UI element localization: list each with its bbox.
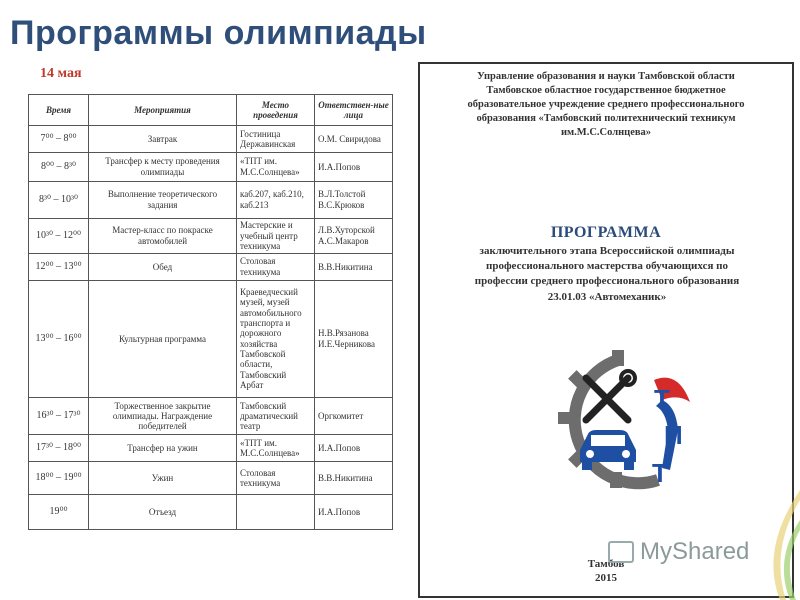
row-resp: И.А.Попов (315, 152, 393, 181)
logo-letter: П (664, 420, 683, 450)
row-place (237, 494, 315, 529)
row-time: 8³⁰ – 10³⁰ (29, 181, 89, 218)
row-resp: В.В.Никитина (315, 461, 393, 494)
row-place: Столовая техникума (237, 253, 315, 280)
org-line: им.М.С.Солнцева» (560, 126, 652, 138)
table-row (29, 494, 393, 529)
row-event: Трансфер на ужин (89, 435, 237, 462)
corner-decoration (750, 490, 800, 600)
car-icon (580, 430, 636, 470)
row-time: 16³⁰ – 17³⁰ (29, 398, 89, 435)
row-place: Мастерские и учебный центр техникума (237, 218, 315, 253)
presentation-icon (608, 541, 634, 563)
row-place: каб.207, каб.210, каб.213 (237, 181, 315, 218)
row-time: 17³⁰ – 18⁰⁰ (29, 435, 89, 462)
row-resp: И.А.Попов (315, 435, 393, 462)
header-resp: Ответствен-ные лица (315, 95, 393, 126)
watermark-text: MyShared (640, 538, 750, 565)
row-place: Столовая техникума (237, 461, 315, 494)
row-resp: О.М. Свиридова (315, 126, 393, 153)
row-time: 13⁰⁰ – 16⁰⁰ (29, 280, 89, 397)
row-event: Выполнение теоретического задания (89, 181, 237, 218)
row-place: «ТПТ им. М.С.Солнцева» (237, 152, 315, 181)
program-cover (418, 62, 794, 598)
row-time: 10³⁰ – 12⁰⁰ (29, 218, 89, 253)
program-title: ПРОГРАММА (550, 224, 662, 241)
row-time: 19⁰⁰ (29, 494, 89, 529)
table-row (29, 181, 393, 218)
desc-line: профессионального мастерства обучающихся по (485, 260, 729, 273)
schedule-date: 14 мая (40, 66, 82, 81)
logo-letter: Т (652, 458, 668, 488)
desc-line: заключительного этапа Всероссийской олимпиады (479, 245, 735, 257)
row-event: Трансфер к месту проведения олимпиады (89, 152, 237, 181)
row-resp: Л.В.Хуторской А.С.Макаров (315, 218, 393, 253)
row-event: Завтрак (89, 126, 237, 153)
table-row (29, 461, 393, 494)
row-event: Обед (89, 253, 237, 280)
row-event: Ужин (89, 461, 237, 494)
schedule-table (28, 94, 393, 530)
header-event: Мероприятия (89, 95, 237, 126)
header-place: Место проведения (237, 95, 315, 126)
row-event: Торжественное закрытие олимпиады. Награждение победителей (89, 398, 237, 435)
org-line: Управление образования и науки Тамбовской области (477, 71, 735, 82)
header-time: Время (29, 95, 89, 126)
row-resp: В.Л.Толстой В.С.Крюков (315, 181, 393, 218)
row-time: 12⁰⁰ – 13⁰⁰ (29, 253, 89, 280)
schedule-header-row (29, 95, 393, 126)
table-row (29, 280, 393, 397)
row-event: Культурная программа (89, 280, 237, 397)
row-place: «ТПТ им. М.С.Солнцева» (237, 435, 315, 462)
row-resp: В.В.Никитина (315, 253, 393, 280)
desc-line: 23.01.03 «Автомеханик» (547, 290, 667, 303)
watermark (608, 538, 749, 566)
row-event: Отъезд (89, 494, 237, 529)
gear-icon (558, 350, 658, 488)
row-place: Гостиница Державинская (237, 126, 315, 153)
organization-header (428, 70, 784, 140)
desc-line: профессии среднего профессионального образования (474, 275, 740, 288)
row-time: 8⁰⁰ – 8³⁰ (29, 152, 89, 181)
table-row (29, 126, 393, 153)
table-row (29, 253, 393, 280)
row-place: Краеведческий музей, музей автомобильного транспорта и дорожного хозяйства Тамбовской области, Тамбовский Арбат (237, 280, 315, 397)
tpt-logo (558, 350, 698, 500)
table-row (29, 398, 393, 435)
table-row (29, 152, 393, 181)
row-place: Тамбовский драматический театр (237, 398, 315, 435)
row-time: 7⁰⁰ – 8⁰⁰ (29, 126, 89, 153)
city: Тамбов (587, 558, 625, 570)
row-event: Мастер-класс по покраске автомобилей (89, 218, 237, 253)
program-description (434, 244, 780, 305)
logo-letter: Т (654, 384, 670, 414)
year: 2015 (595, 571, 617, 584)
row-resp: Н.В.Рязанова И.Е.Черникова (315, 280, 393, 397)
table-row (29, 435, 393, 462)
row-resp: Оргкомитет (315, 398, 393, 435)
org-line: образовательное учреждение среднего профессионального (467, 98, 745, 110)
row-resp: И.А.Попов (315, 494, 393, 529)
org-line: образования «Тамбовский политехнический техникум (476, 112, 736, 124)
slide-title: Программы олимпиады (10, 14, 427, 52)
org-line: Тамбовское областное государственное бюджетное (486, 84, 726, 96)
row-time: 18⁰⁰ – 19⁰⁰ (29, 461, 89, 494)
table-row (29, 218, 393, 253)
